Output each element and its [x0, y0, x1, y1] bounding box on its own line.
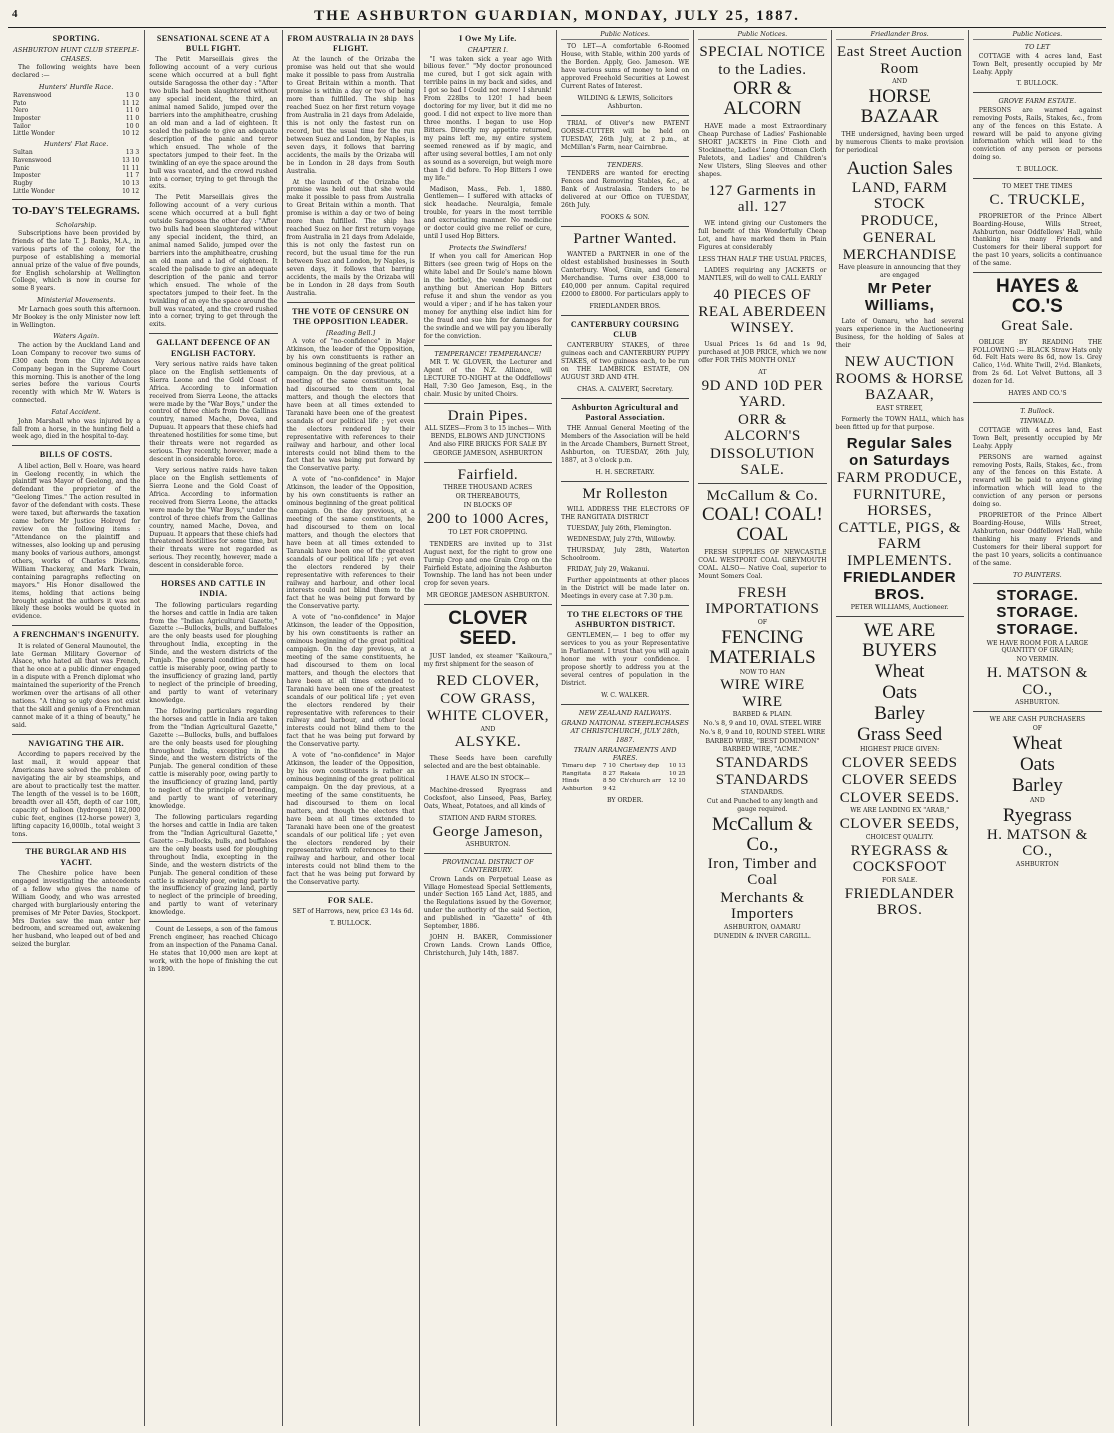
column-5 [557, 30, 694, 1426]
column-6-header: Public Notices. [698, 30, 826, 40]
provincial-text: Crown Lands on Perpetual Lease as Village Homestead Special Settlements, under Section 165 Land Act, 1885, and the Regulations issued by the Governor, under the authority of the said Section, and published in "Gazette" of 4th September, 1886. [423, 875, 552, 931]
electors-signature: W. C. WALKER. [601, 691, 650, 699]
horses-text-cont2: The following particulars regarding the horses and cattle in India are taken from the "Indian Agricultural Gazette," Gazette :—Bullocks, bulls, and buffaloes are the only beasts used for ploughing throughout India, excepting in the Sinde, and the western districts of the Punjab. The general condition of these cattle is miserably poor, owing partly to the insufficiency of grazing land, partly to neglect of the principle of breeding, and partly to want of veterinary knowledge. [149, 814, 278, 917]
special-notice: SPECIAL NOTICE [699, 44, 826, 61]
fare-row [561, 786, 689, 793]
horse-row [12, 149, 140, 157]
railways-signature: BY ORDER. [606, 797, 644, 805]
to-let-heading: TO LET [1024, 43, 1050, 52]
grove-heading: GROVE FARM ESTATE. [998, 97, 1077, 106]
clover-red: RED CLOVER, [436, 673, 540, 690]
no-vermin: NO VERMIN. [1016, 656, 1059, 664]
burglar-text: The Cheshire police have been engaged investigating the antecedents of a fellow who gives the name of William Goody, and who was arrested charged with burglariously entering the premises of Mr Peter Davies, Stockport. Mrs Davies saw the man enter her bedroom, and screamed out, awakening her husband, who leaped out of bed and seized the burglar. [12, 869, 141, 949]
horse-row [12, 123, 140, 131]
fresh-importations: FRESH IMPORTATIONS [705, 584, 820, 618]
merchants-importers: Merchants & Importers [720, 889, 805, 923]
horse-name: Little Wonder [13, 130, 55, 138]
scholarship-text: Subscriptions have been provided by friends of the late T. J. Banks, M.A., in various parts of the colony, for the purpose of establishing a memorial annual prize of the value of five pounds, for English scholarship at Wellington College, which is now in course for some 8 years. [12, 229, 141, 293]
wheat: Wheat [874, 661, 925, 683]
horse-weight: 11 0 [125, 115, 140, 123]
of-label: OF [757, 618, 768, 626]
ladies-text: LADIES requiring any JACKETS or MANTLES, will do well to CALL EARLY [698, 267, 827, 283]
painters-heading: TO PAINTERS. [1013, 570, 1062, 579]
east-street: EAST STREET, [876, 404, 923, 412]
fare-cell: 7 10 [602, 763, 616, 770]
waters-heading: Waters Again. [53, 332, 100, 341]
george-jameson: George Jameson, [432, 823, 544, 840]
fare-cell [668, 786, 689, 793]
fares-table [561, 763, 689, 793]
fare-cell: Rakaia [619, 770, 641, 777]
horse-row [12, 130, 140, 138]
formerly-text: Formerly the TOWN HALL, which has been fitted up for that purpose. [835, 416, 964, 432]
grove-text: PERSONS are warned against removing Posts, Rails, Stakes, &c., from any of the fences on this Estate. A reward will be paid to anyone giving information which will lead to the conviction of any person or persons doing so. [972, 106, 1102, 162]
vote-text-cont3: A vote of "no-confidence" in Major Atkinson, the leader of the Opposition, by his own constituents is rather an ominous beginning of the great political campaign. On the day previous, at a meeting of the same constituents, he had discoursed to them on local matters, and though the electors that have been at all times extended to Taranaki have been one of the greatest scandals of our political life ; yet even the electors rendered by their representative with references to their railway and harbour, and other local interests could not blind them to the fact that he was being put forward by the Conservative party. [286, 752, 415, 887]
drain-pipes-text: ALL SIZES—From 3 to 15 inches— With BENDS, ELBOWS AND JUNCTIONS And also FIRE BRICKS FOR SALE BY [424, 425, 552, 449]
usual-prices: Usual Prices 1s 6d and 1s 9d, purchased at JOB PRICE, which we now offer FOR THIS MONTH ONLY [698, 340, 827, 364]
fare-cell: 10 25 [669, 770, 686, 777]
less-than-half: LESS THAN HALF THE USUAL PRICES, [698, 255, 827, 263]
rye-for-sale: FOR SALE. [881, 876, 918, 884]
clover-note: These Seeds have been carefully selected and are the best obtainable. [423, 754, 552, 770]
at-label: AT [758, 368, 767, 376]
horse-name: Ravenswood [13, 92, 52, 100]
bills-text: A libel action, Bell v. Hoare, was heard in Geelong recently, in which the plaintiff was Mayor of Geelong, and the defendant the proprietor of the "Geelong Times." The action resulted in favor of the defendant with costs. These were taxed, but afterwards the taxation came before Mr Justice Holroyd for review on the following items : "Attendance on the plaintiff and witnesses, also looking up and perusing many books of various authors, amongst others, works of Charles Dickens, William Thackeray, and Mark Twain, containing paragraphs reflecting on mayors." His Honor disallowed the items, holding that actions being brought against the authors it was not likely these books would be quoted in evidence. [12, 462, 141, 621]
choicest-quality: CHOICEST QUALITY. [865, 833, 934, 841]
steeplechase-subheading: ASHBURTON HUNT CLUB STEEPLE-CHASES. [13, 46, 140, 63]
horses-text-cont: The following particulars regarding the horses and cattle in India are taken from the "Indian Agricultural Gazette," Gazette :—Bullocks, bulls, and buffaloes are the only beasts used for ploughing throughout India, excepting in the Sinde, and the western districts of the Punjab. The general condition of these cattle is miserably poor, owing partly to the insufficiency of grazing land, partly to neglect of the principle of breeding, and partly to want of veterinary knowledge. [149, 707, 278, 811]
garments-text: WE intend giving our Customers the full benefit of this Wonderfully Cheap Lot, and have marked them in Plain Figures at considerably [698, 219, 827, 251]
ryegrass-cocksfoot: RYEGRASS & COCKSFOOT [850, 842, 949, 876]
rolleston-date-3: THURSDAY, July 28th, Waterton Schoolroom. [561, 547, 690, 562]
cash-oats: Oats [1019, 754, 1055, 776]
standards-heading: STANDARDS STANDARDS [715, 755, 810, 788]
clover-seeds-3: CLOVER SEEDS. [839, 789, 960, 806]
drain-pipes-signature: GEORGE JAMESON, ASHBURTON [433, 450, 543, 458]
horse-weight: 13 10 [122, 157, 140, 165]
rolleston-date-2: WEDNESDAY, July 27th, Willowby. [567, 536, 676, 544]
vote-text: A vote of "no-confidence" in Major Atkinson, the leader of the Opposition, by his own constituents is rather an ominous beginning of the great political campaign. On the day previous, at a meeting of the same constituents, he had discoursed to them on local matters, and though the electors that have been at all times extended to Taranaki have been one of the greatest scandals of our political life ; yet even the electors rendered by their representative with references to their railway and harbour, and other local interests could not blind them to the fact that he was being put forward by the Conservative party. [286, 338, 415, 473]
towns-1: ASHBURTON, OAMARU [723, 923, 801, 931]
orr-alcorn-2: ORR & ALCORN'S [724, 411, 801, 445]
masthead [8, 6, 1106, 28]
sporting-heading: SPORTING. [52, 34, 100, 43]
column-2 [145, 30, 282, 1426]
clover-seed-heading: CLOVER SEED. [448, 608, 528, 650]
garments-count: 127 Garments in all. 127 [708, 182, 817, 216]
vote-text-cont2: A vote of "no-confidence" in Major Atkinson, the leader of the Opposition, by his own constituents is rather an ominous beginning of the great political campaign. On the day previous, at a meeting of the same constituents, he had discoursed to them on local matters, and though the electors that have been at all times extended to Taranaki have been one of the greatest scandals of our political life ; yet even the electors rendered by their representative with references to their railway and harbour, and other local interests could not blind them to the fact that he was being put forward by the Conservative party. [286, 614, 415, 749]
provincial-heading: PROVINCIAL DISTRICT OF CANTERBURY. [442, 857, 534, 875]
horse-name: Tailor [13, 122, 31, 130]
horse-row [12, 180, 140, 188]
waters-text: The action by the Auckland Land and Loan Company to recover two sums of £300 each from the City Advances Company began in the Supreme Court this morning. This is another of the long series before the various Courts recently with which Mr W. Waters is connected. [12, 341, 141, 405]
fairfield-heading: Fairfield. [457, 466, 519, 483]
general-merchandise: GENERAL MERCHANDISE [842, 230, 957, 263]
horse-row [12, 157, 140, 165]
gallant-text-cont: Very serious native raids have taken place on the English settlements of Sierra Leone and the Gold Coast of Africa. According to information received from Sierra Leone, the attacks were made by the "War Boys," under the control of three chiefs from the Gallinas country, named Mache, Dovea, and Dupuau. It appears that these chiefs had threatened hostilities for some time, but their threats were not regarded as serious. They recently, however, made a descent in considerable force. [149, 467, 278, 570]
truckle-text: PROPRIETOR of the Prince Albert Boarding-House, Wills Street, Ashburton, near Oddfellows' Hall, while thanking his many Friends and Customers for their liberal support for the past 10 years, solicits a continuance of the same. [972, 212, 1102, 268]
barbed-plain: BARBED & PLAIN. [732, 711, 793, 719]
matson-town-2: ASHBURTON [1015, 860, 1059, 868]
orr-alcorn: ORR & ALCORN [723, 78, 802, 120]
and-label: AND [892, 78, 908, 86]
horse-row [12, 172, 140, 180]
bullfight-text-cont: The Petit Marseillais gives the following account of a very curious scene which occurred at a bull fight outside Saragossa the other day : "After two bulls had been slaughtered without any special incident, the third, an animal named Salido, jumped over the barriers into the amphitheatre, crushing an old man and a lad of eighteen. It scaled the palisade to give an adequate description of the panic and terror which ensued. The whole of the spectators jumped to their feet. In the twinkling of an eye the space around the bull was vacated, and the crowd rushed into a corner, trying to get through the exits. [149, 194, 278, 329]
telegrams-heading: TO-DAY'S TELEGRAMS. [12, 205, 140, 218]
fairfield-signature: MR GEORGE JAMESON ASHBURTON. [426, 592, 550, 600]
protects-text: If when you call for American Hop Bitters (see green twig of Hops on the white label and Dr Soule's name blown in the bottle), the vendor hands out anything but American Hop Bitters refuse it and shun the vendor as you would a viper ; and if he has taken your money for anything else indict him for the fraud and sue him for damages for the swindle and we will pay you liberally for the conviction. [423, 253, 552, 340]
horses-text: The following particulars regarding the horses and cattle in India are taken from the "Indian Agricultural Gazette," Gazette :—Bullocks, bulls, and buffaloes are the only beasts used for ploughing throughout India, excepting in the Sinde, and the western districts of the Punjab. The general condition of these cattle is miserably poor, owing partly to the insufficiency of grazing land, partly to neglect of the principle of breeding, and partly to want of veterinary knowledge. [149, 601, 278, 704]
matson-2: H. MATSON & CO., [986, 826, 1088, 860]
rolleston-date-1: TUESDAY, July 26th, Flemington. [567, 525, 672, 533]
fare-cell: Timaru dep [562, 763, 596, 770]
horse-name: Sultan [13, 149, 33, 157]
new-auction-rooms: NEW AUCTION ROOMS & HORSE BAZAAR, [835, 354, 964, 403]
tenders-signature: FOOKS & SON. [600, 213, 650, 221]
navigating-text: According to papers received by the last mail, it would appear that Americans have solved the problem of navigating the air by steamships, and are about to practically test the matter. The length of the vessel is to be 160ft, breadth over all 45ft, depth of car 10ft, capacity of balloon (hydrogen) 182,000 cubic feet, engines (12-horse power) 3, lifting capacity 16,000lb., total weight 3 tons. [12, 751, 141, 838]
horse-weight: 10 12 [122, 130, 140, 138]
friedlander-bros-2: FRIEDLANDER BROS. [844, 885, 955, 919]
land-farm-stock: LAND, FARM STOCK PRODUCE, [851, 179, 948, 229]
wire-heading: WIRE WIRE WIRE [720, 677, 805, 710]
cash-of: OF [1032, 725, 1043, 733]
mccallum: McCallum & Co. [706, 487, 819, 504]
clover-seeds-2: CLOVER SEEDS [841, 772, 958, 789]
grove-signature: T. BULLOCK. [1016, 166, 1059, 174]
auction-sales: Auction Sales [846, 157, 953, 179]
flat-heading: Hunters' Flat Race. [43, 140, 109, 149]
loan-signature: WILDING & LEWIS, Solicitors Ashburton. [577, 94, 673, 110]
fairfield-line-3: IN BLOCKS OF [463, 502, 513, 510]
burglar-heading: THE BURGLAR AND HIS YACHT. [25, 847, 127, 867]
peter-text: Late of Oamaru, who had several years experience in the Auctioneering Business, for the holding of Sales at their [835, 318, 964, 350]
storage-text: WE HAVE ROOM FOR A LARGE QUANTITY OF GRAIN; [986, 639, 1089, 655]
oval-wire: No.'s 8, 9 and 10, OVAL STEEL WIRE [703, 720, 822, 728]
column-4 [420, 30, 557, 1426]
fare-cell: Hinds [562, 778, 580, 785]
frenchman-text: It is related of General Maunoutel, the late German Military Governor of Alsace, who hated all that was French, that he once at a public dinner engaged in a dispute with a French diplomat who maintained the superiority of the French workmen over the artisans of all other nations. "A thing so ugly does not exist that the skill and genius of a Frenchman cannot make of it a thing of beauty," he said. [12, 642, 141, 729]
owe-life-text: "I was taken sick a year ago With bilious fever." "My doctor pronounced me cured, but I got sick again with terrible pains in my back and sides, and I got so bad I Could not move! I shrunk! From 228lbs to 120! I had been doctoring for my liver, but it did me no good. I did not expect to live more than three months. I began to use Hop Bitters. Directly my appetite returned, my pains left me, my entire system seemed renewed as if by magic, and after using several bottles, I am not only as sound as a sovereign, but weigh more than I did before. To Hop Bitters I owe my life." [423, 55, 552, 182]
horse-weight: 10 0 [125, 122, 140, 130]
bullock-heading: T. Bullock. [1020, 407, 1055, 416]
meet-the-times: TO MEET THE TIMES [1002, 183, 1073, 191]
fare-cell: 10 13 [669, 763, 686, 770]
cottage-signature: T. BULLOCK. [1016, 80, 1059, 88]
pleasure-text: Have pleasure in announcing that they are engaged [838, 264, 961, 280]
horse-name: Little Wonder [13, 187, 55, 195]
ministerial-text: Mr Larnach goes south this afternoon. Mr Bookey is the only Minister now left in Wellington. [12, 305, 141, 329]
vote-heading: THE VOTE OF CENSURE ON THE OPPOSITION LEADER. [292, 306, 410, 326]
fare-cell: 12 10 [669, 778, 686, 785]
rolleston-note: Further appointments at other places in the District will be made later on. Meetings in every case at 7.30 p.m. [561, 576, 690, 600]
vote-source: [Reading Bell.] [326, 329, 376, 338]
tinwald-text-2: PERSONS are warned against removing Posts, Rails, Stakes, &c., from any of the fences on this Estate. A reward will be paid to anyone giving information which will lead to the conviction of any person or persons doing so. [972, 453, 1102, 509]
owe-life-heading: I Owe My Life. [459, 34, 517, 43]
barbed-wire: BARBED WIRE, "BEST DOMINION" BARBED WIRE, "ACME." [705, 738, 820, 754]
great-sale: Great Sale. [1001, 318, 1074, 335]
column-7-header: Friedlander Bros. [836, 30, 964, 40]
now-to-hand: NOW TO HAN [739, 668, 785, 676]
horse-bazaar: HORSE BAZAAR [860, 86, 939, 128]
protects-heading: Protects the Swindlers! [449, 244, 527, 253]
price-per-yard: 9D AND 10D PER YARD. [701, 377, 824, 411]
horses-heading: HORSES AND CATTLE IN INDIA. [161, 579, 266, 599]
fare-cell: Chertsey dep [619, 763, 659, 770]
cottage-text: COTTAGE with 4 acres land, East Town Belt, presently occupied by Mr Leahy. Apply [972, 52, 1102, 76]
clover-and: AND [480, 725, 496, 733]
clover-white: WHITE CLOVER, [426, 708, 550, 725]
coursing-signature: CHAS. A. CALVERT, Secretary. [577, 385, 674, 393]
column-6 [694, 30, 831, 1426]
horse-name: Pato [13, 99, 27, 107]
winsey: 40 PIECES OF REAL ABERDEEN WINSEY. [698, 287, 827, 337]
also-in-stock: I HAVE ALSO IN STOCK— [446, 774, 530, 782]
navigating-heading: NAVIGATING THE AIR. [28, 738, 125, 748]
peter-williams-auctioneer: PETER WILLIAMS, Auctioneer. [850, 604, 949, 612]
matson: H. MATSON & CO., [986, 665, 1088, 698]
fare-cell: Ashburton [562, 785, 593, 792]
tinwald-text-3: PROPRIETOR of the Prince Albert Boarding-House, Wills Street, Ashburton, near Oddfellows' Hall, while thanking his many Friends and Customers for their liberal support for the past 10 years, solicits a continuance of the same. [972, 512, 1102, 567]
rolleston-heading: Mr Rolleston [582, 485, 668, 502]
agricultural-text: THE Annual General Meeting of the Members of the Association will be held in the Arcade Chambers, Burnett Street, Ashburton, on TUESDAY, 26th July, 1887, at 3 o'clock p.m. [561, 425, 690, 464]
cash-purchasers: WE ARE CASH PURCHASERS [989, 716, 1086, 724]
dissolution-sale: DISSOLUTION SALE. [710, 445, 815, 479]
hurdle-heading: Hunters' Hurdle Race. [38, 82, 114, 91]
highest-price: HIGHEST PRICE GIVEN: [860, 745, 940, 753]
cash-and: AND [1029, 796, 1045, 804]
rolleston-date-4: FRIDAY, July 29, Wakanui. [567, 565, 650, 573]
landing-ex-arab: WE ARE LANDING EX "ARAB," [850, 807, 950, 815]
standards-sub: STANDARDS. [740, 789, 784, 797]
scholarship-heading: Scholarship. [55, 220, 97, 229]
fare-cell [619, 786, 668, 793]
drain-pipes-heading: Drain Pipes. [447, 407, 528, 424]
partner-text: WANTED a PARTNER in one of the oldest established businesses in South Canterbury. Wool, Grain, and General Merchandise. Turns over £38,000 to £40,000 per annum. Capital required £2000 to £8000. For particulars apply to [561, 251, 690, 298]
fare-cell: 8 50 [602, 778, 616, 785]
tenders-heading: TENDERS. [607, 160, 644, 169]
fatal-heading: Fatal Accident. [51, 408, 101, 417]
iron-timber-coal: Iron, Timber and Coal [707, 855, 817, 889]
bills-heading: BILLS OF COSTS. [39, 450, 113, 460]
mccallum-2: McCallum & Co., [711, 813, 813, 855]
peter-williams: Mr Peter Williams, [864, 280, 935, 314]
fairfield-line-2: OR THEREABOUTS, [455, 493, 521, 501]
columns [8, 30, 1106, 1426]
fare-cell: Rangitata [562, 770, 591, 777]
column-3 [283, 30, 420, 1426]
round-wire: No.'s 8, 9 and 10, ROUND STEEL WIRE [699, 729, 826, 737]
fare-cell: Ch'church arr [619, 778, 661, 785]
loan-text: TO LET—A comfortable 6-Roomed House, with Stable, within 200 yards of the Borden. Apply, Geo. Jameson. WE have various sums of money to lend on approved Freehold Securities at Lowest Current Rates of Interest. [561, 43, 690, 90]
hayes-text: OBLIGE BY READING THE FOLLOWING :— BLACK Straw Hats only 6d. Felt Hats were 8s 6d, now 1s. Grey Calico, 1½d. White Twill, 2½d. Blankets, from 2s 6d. Lot Velvet Buttons, all 3 dozen for 1d. [972, 338, 1102, 386]
flat-table [12, 149, 140, 195]
regular-sales: Regular Sales on Saturdays [846, 435, 953, 469]
also-text: Machine-dressed Ryegrass and Cocksfoot, also Linseed, Peas, Barley, Oats, Wheat, Potatoes, and all kinds of [423, 786, 552, 810]
horse-weight: 10 13 [122, 180, 140, 188]
horse-weight: 13 0 [125, 92, 140, 100]
cash-ryegrass: Ryegrass [1002, 804, 1072, 826]
horse-weight: 11 7 [125, 172, 140, 180]
owe-life-chapter: CHAPTER I. [467, 46, 509, 55]
column-8 [969, 30, 1106, 1426]
fairfield-line-5: TO LET FOR CROPPING. [448, 528, 528, 536]
horse-row [12, 107, 140, 115]
horse-weight: 11 12 [122, 99, 140, 107]
fairfield-line-1: THREE THOUSAND ACRES [443, 484, 533, 492]
cash-wheat: Wheat [1012, 733, 1063, 755]
hurdle-table [12, 92, 140, 138]
tinwald-text: COTTAGE with 4 acres land, East Town Belt, presently occupied by Mr Leahy. Apply [972, 426, 1102, 450]
fairfield-text: TENDERS are invited up to 31st August next, for the right to grow one Turnip Crop and one Grain Crop on the Fairfield Estate, adjoining the Ashburton Township. The land has not been under crop for seven years. [423, 540, 552, 588]
truckle: C. TRUCKLE, [989, 192, 1086, 209]
column-5-header: Public Notices. [561, 30, 689, 40]
agricultural-signature: H. H. SECRETARY. [595, 468, 655, 476]
horse-weight: 10 12 [122, 187, 140, 195]
vote-text-cont: A vote of "no-confidence" in Major Atkinson, the leader of the Opposition, by his own constituents is rather an ominous beginning of the great political campaign. On the day previous, at a meeting of the same constituents, he had discoursed to them on local matters, and though the electors that have been at all times extended to Taranaki have been one of the greatest scandals of our political life ; yet even the electors rendered by their representative with references to their railway and harbour, and other local interests could not blind them to the fact that he was being put forward by the Conservative party. [286, 476, 415, 611]
bazaar-text: THE undersigned, having been urged by numerous Clients to make provision for periodical [835, 131, 964, 154]
east-street-auction: East Street Auction Room [836, 44, 963, 77]
horse-row [12, 165, 140, 173]
clover-cow-grass: COW GRASS, [440, 690, 536, 707]
horse-name: Imposter [13, 115, 41, 123]
coursing-text: CANTERBURY STAKES, of three guineas each and CANTERBURY PUPPY STAKES, of two guineas each, to be run on THE LAMBRICK ESTATE, ON AUGUST 3RD AND 4TH. [561, 342, 690, 381]
fatal-text: John Marshall who was injured by a fall from a horse, in the hunting field a week ago, died in the hospital to-day. [12, 417, 141, 441]
temperance-heading: TEMPERANCE! TEMPERANCE! [434, 349, 542, 358]
standards-cut: Cut and Punched to any length and gauge required. [706, 798, 818, 813]
australia-text: At the launch of the Orizaba the promise was held out that she would make it possible to pass from Australia to Great Britain within a month. That promise is within a day or two of being more than fulfilled. The ship has reached Suez on her first return voyage from Australia in 21 days from Adelaide, this is not only the fastest run on record, but the usual time for the run between Suez and London, by Naples, is seven days, it follows that barring accidents, the mails by the Orizaba will be in London in 28 days from South Australia. [286, 56, 415, 175]
partner-heading: Partner Wanted. [573, 230, 677, 247]
station-stores: STATION AND FARM STORES. [438, 814, 537, 822]
cash-barley: Barley [1012, 775, 1063, 796]
owe-life-text-2: Madison, Mass., Feb. 1, 1880. Gentlemen— I suffered with attacks of sick headache. Neuralgia, female trouble, for years in the most terrible and excruciating manner. No medicine or doctor could give me relief or cure, until I used Hop Bitters. [423, 185, 552, 241]
fencing-materials: FENCING MATERIALS [709, 626, 816, 668]
railways-subheading-2: TRAIN ARRANGEMENTS AND FARES. [573, 745, 677, 763]
farm-produce: FARM PRODUCE, FURNITURE, HORSES, CATTLE, PIGS, & FARM IMPLEMENTS. [836, 470, 963, 569]
coursing-heading: CANTERBURY COURSING CLUB [570, 319, 680, 339]
horse-row [12, 92, 140, 100]
towns-2: DUNEDIN & INVER CARGILL. [713, 932, 812, 940]
provincial-signature: JOHN H. BAKER, Commissioner Crown Lands. Crown Lands Office, Christchurch, July 14th, 1887. [423, 934, 552, 958]
matson-town: ASHBURTON. [1015, 699, 1060, 707]
clover-intro: JUST landed, ex steamer "Kaikoura," my first shipment for the season of [423, 653, 552, 669]
horse-name: Rugby [13, 180, 33, 188]
clover-seeds-4: CLOVER SEEDS, [839, 816, 960, 833]
agricultural-heading: Ashburton Agricultural and Pastoral Association. [571, 402, 679, 422]
column-1 [8, 30, 145, 1426]
storage-1: STORAGE. STORAGE. [996, 587, 1079, 621]
horse-name: Imposter [13, 172, 41, 180]
electors-heading: TO THE ELECTORS OF THE ASHBURTON DISTRICT. [567, 609, 684, 629]
weights-intro: The following weights have been declared :— [12, 63, 141, 79]
gallant-text: Very serious native raids have taken place on the English settlements of Sierra Leone and the Gold Coast of Africa. According to information received from Sierra Leone, the attacks were made by the "War Boys," under the control of three chiefs from the Gallinas country, named Mache, Dovea, and Dupuau. It appears that these chiefs had threatened hostilities for some time, but their threats were not regarded as serious. They recently, however, made a descent in considerable force. [149, 360, 278, 464]
newspaper-title: THE ASHBURTON GUARDIAN, MONDAY, JULY 25, 1887. [314, 8, 800, 24]
coal-text: FRESH SUPPLIES OF NEWCASTLE COAL WESTPORT COAL GREYMOUTH COAL. ALSO— Native Coal, superior to Mount Somers Coal. [698, 548, 827, 580]
hayes-signature: HAYES AND CO.'S [1008, 390, 1067, 398]
lesseps-text: Count de Lesseps, a son of the famous French engineer, has reached Chicago from an inspection of the Panama Canal. He states that 10,000 men are kept at work, with the hope of finishing the cut in 1890. [149, 926, 278, 973]
electors-text: GENTLEMEN,— I beg to offer my services to you as your Representative in Parliament. I trust that you will again honor me with your confidence. I propose shortly to address you at the several centres of population in the District. [561, 632, 690, 687]
temperance-text: MR T. W. GLOVER, the Lecturer and Agent of the N.Z. Alliance, will LECTURE TO-NIGHT at the Oddfellows' Hall, 7:30 Geo Jameson, Esq., in the chair. Music by united Choirs. [423, 359, 552, 398]
oats: Oats [882, 682, 918, 704]
railways-subheading: GRAND NATIONAL STEEPLECHASES AT CHRISTCHURCH, JULY 28th, 1887. [561, 718, 689, 744]
horse-name: Panic [13, 164, 30, 172]
harrow-forsale-heading: FOR SALE. [327, 896, 374, 906]
australia-text-cont: At the launch of the Orizaba the promise was held out that she would make it possible to pass from Australia to Great Britain within a month. That promise is within a day or two of being more than fulfilled. The ship has reached Suez on her first return voyage from Australia in 21 days from Adelaide, this is not only the fastest run on record, but the usual time for the run between Suez and London, by Naples, is seven days, it follows that barring accidents, the mails by the Orizaba will be in London in 28 days from South Australia. [286, 178, 415, 297]
harrow-signature: T. BULLOCK. [329, 920, 372, 928]
tinwald-heading: TINWALD. [1019, 417, 1055, 426]
page-number: 4 [12, 8, 19, 20]
railways-heading: NEW ZEALAND RAILWAYS. [578, 708, 672, 717]
fairfield-acres: 200 to 1000 Acres, [426, 511, 550, 528]
horse-weight: 13 3 [125, 149, 140, 157]
horse-weight: 11 11 [122, 164, 140, 172]
horse-row [12, 100, 140, 108]
grass-seed: Grass Seed [857, 723, 943, 745]
we-are-buyers: WE ARE BUYERS [862, 620, 938, 662]
george-jameson-town: ASHBURTON. [465, 841, 511, 849]
hayes-co: HAYES & CO.'S [996, 276, 1079, 318]
rolleston-text: WILL ADDRESS THE ELECTORS OF THE RANGITATA DISTRICT [561, 506, 690, 522]
bullfight-text: The Petit Marseillais gives the following account of a very curious scene which occurred at a bull fight outside Saragossa the other day : "After two bulls had been slaughtered without any special incident, the third, an animal named Salido, jumped over the barriers into the amphitheatre, crushing an old man and a lad of eighteen. It scaled the palisade to give an adequate description of the panic and terror which ensued. The whole of the spectators jumped to their feet. In the twinkling of an eye the space around the bull was vacated, and the crowd rushed into a corner, trying to get through the exits. [149, 56, 278, 191]
horse-weight: 11 0 [125, 107, 140, 115]
column-8-header: Public Notices. [973, 30, 1102, 40]
horse-name: Ravenswood [13, 157, 52, 165]
frenchman-heading: A FRENCHMAN'S INGENUITY. [13, 630, 140, 640]
horse-row [12, 115, 140, 123]
ministerial-heading: Ministerial Movements. [36, 296, 116, 305]
fare-cell: 9 42 [602, 785, 616, 792]
clover-alsyke: ALSYKE. [454, 734, 522, 751]
clover-seeds-1: CLOVER SEEDS [841, 754, 958, 771]
tenders-text: TENDERS are wanted for erecting Fences and Removing Stables, &c., at Bank of Australasia. Tenders to be delivered at our Office on TUESDAY, 26th July. [561, 169, 690, 209]
orr-text: HAVE made a most Extraordinary Cheap Purchase of Ladies' Fashionable SHORT JACKETS in Fine Cloth and Stockinette, Ladies' Long Ottoman Cloth Paletots, and Ladies' and Children's New Ulsters, Sling Sleeves and other shapes. [698, 123, 827, 178]
harrow-text: SET of Harrows, new, price £3 14s 6d. [292, 908, 414, 916]
barley: Barley [874, 703, 925, 724]
fare-row [561, 778, 689, 785]
fare-cell: 8 27 [602, 770, 616, 777]
partner-signature: FRIEDLANDER BROS. [589, 302, 661, 310]
horse-name: Nero [13, 107, 29, 115]
gorse-notice: TRIAL of Oliver's new PATENT GORSE-CUTTER will be held on TUESDAY, 26th July, at 2 p.m., at McMillan's Farm, near Cairnbrae. [561, 119, 690, 151]
to-the-ladies: to the Ladies. [718, 61, 807, 78]
australia-heading: FROM AUSTRALIA IN 28 DAYS FLIGHT. [287, 34, 414, 54]
horse-row [12, 188, 140, 196]
gallant-heading: GALLANT DEFENCE OF AN ENGLISH FACTORY. [156, 338, 271, 358]
friedlander-bros: FRIEDLANDER BROS. [843, 569, 957, 603]
fare-row [561, 763, 689, 770]
fare-row [561, 771, 689, 778]
storage-2: STORAGE. [996, 621, 1079, 638]
coal-heading: COAL! COAL! COAL [701, 504, 823, 545]
bullfight-heading: SENSATIONAL SCENE AT A BULL FIGHT. [156, 34, 270, 54]
column-7 [832, 30, 969, 1426]
